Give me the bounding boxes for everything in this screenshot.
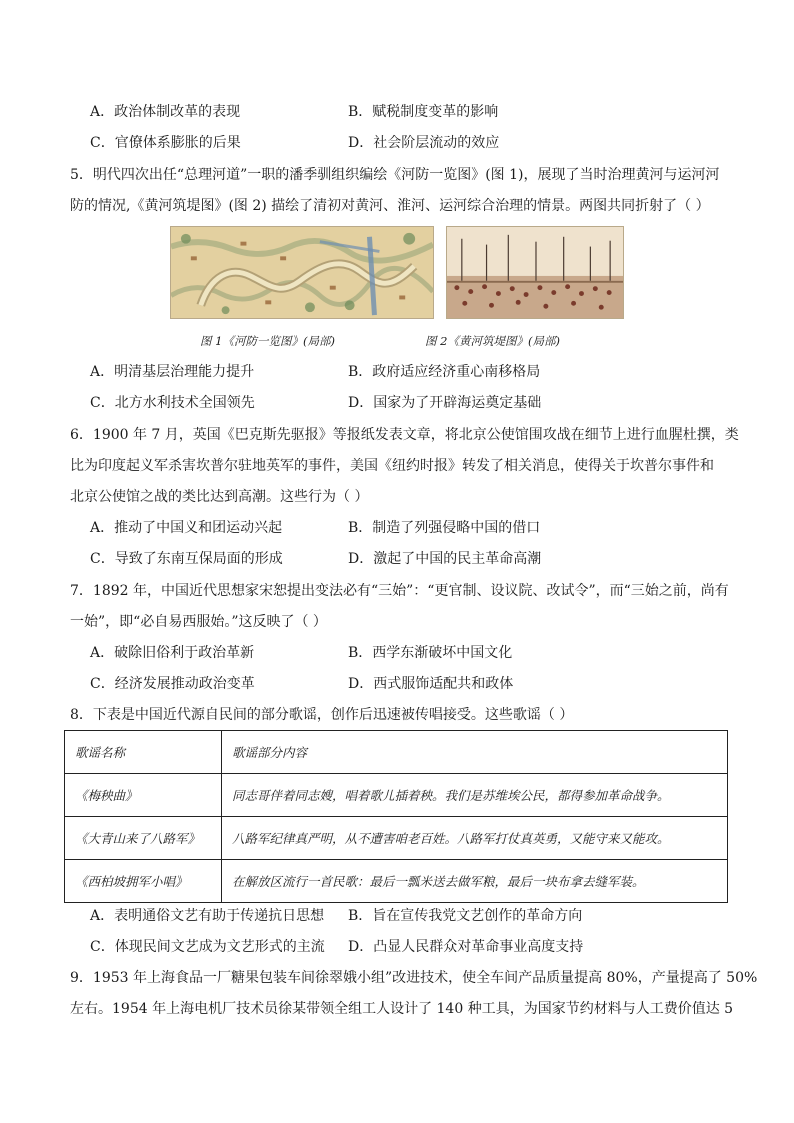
q4-option-a[interactable]: A．政治体制改革的表现: [90, 104, 241, 120]
q4-options-row-1: [90, 101, 730, 123]
q9-stem-line-1: 9．1953 年上海食品一厂糖果包装车间徐翠娥小组”改进技术，使全车间产品质量提高 80%，产量提高了 50%: [70, 970, 758, 986]
q7-option-c[interactable]: C．经济发展推动政治变革: [90, 676, 255, 692]
q5-option-d[interactable]: D．国家为了开辟海运奠定基础: [348, 395, 542, 411]
q5-figures: [170, 226, 625, 321]
q7-stem-line-2: 一始”，即“必自易西服始。”这反映了（ ）: [70, 614, 327, 630]
q5-option-b[interactable]: B．政府适应经济重心南移格局: [348, 364, 541, 380]
song-content-cell: 在解放区流行一首民歌：最后一瓢米送去做军粮，最后一块布拿去缝军装。: [222, 860, 728, 903]
q5-options-row-2: [90, 392, 730, 414]
figure-2-dike-building: [446, 226, 624, 319]
q5-stem-line-2: 防的情况,《黄河筑堤图》(图 2) 描绘了清初对黄河、淮河、运河综合治理的情景。两图共同折射了（ ）: [70, 198, 710, 214]
q9-stem-line-2: 左右。1954 年上海电机厂技术员徐某带领全组工人设计了 140 种工具，为国家节约材料与人工费价值达 5: [70, 1001, 734, 1017]
q8-option-c[interactable]: C．体现民间文艺成为文艺形式的主流: [90, 939, 325, 955]
q4-option-d[interactable]: D．社会阶层流动的效应: [348, 135, 500, 151]
table-header-song-name: 歌谣名称: [65, 731, 222, 774]
figure-2-caption: 图 2《黄河筑堤图》(局部): [425, 334, 560, 348]
q7-option-d[interactable]: D．西式服饰适配共和政体: [348, 676, 514, 692]
q6-option-a[interactable]: A．推动了中国义和团运动兴起: [90, 520, 283, 536]
q8-option-d[interactable]: D．凸显人民群众对革命事业高度支持: [348, 939, 584, 955]
song-content-cell: 八路军纪律真严明，从不遭害咱老百姓。八路军打仗真英勇，又能守来又能攻。: [222, 817, 728, 860]
q6-option-d[interactable]: D．激起了中国的民主革命高潮: [348, 551, 542, 567]
q4-options-row-2: [90, 132, 730, 154]
q5-option-a[interactable]: A．明清基层治理能力提升: [90, 364, 255, 380]
q7-option-a[interactable]: A．破除旧俗利于政治革新: [90, 645, 255, 661]
q7-stem-line-1: 7．1892 年，中国近代思想家宋恕提出变法必有“三始”：“更官制、设议院、改试令”，而“三始之前，尚有: [70, 583, 729, 599]
q8-options-row-1: [90, 905, 730, 927]
table-row: [65, 817, 728, 860]
q5-option-c[interactable]: C．北方水利技术全国领先: [90, 395, 255, 411]
q6-option-c[interactable]: C．导致了东南互保局面的形成: [90, 551, 283, 567]
songs-table: [64, 730, 728, 903]
figure-1-river-map: [170, 226, 434, 319]
q6-options-row-1: [90, 517, 730, 539]
q8-option-a[interactable]: A．表明通俗文艺有助于传递抗日思想: [90, 908, 325, 924]
song-name-cell: 《梅秧曲》: [65, 774, 222, 817]
q6-stem-line-2: 比为印度起义军杀害坎普尔驻地英军的事件，美国《纽约时报》转发了相关消息，使得关于坎普尔事件和: [70, 458, 714, 474]
song-content-cell: 同志哥伴着同志嫂，唱着歌儿插着秧。我们是苏维埃公民，都得参加革命战争。: [222, 774, 728, 817]
q5-stem-line-1: 5．明代四次出任“总理河道”一职的潘季驯组织编绘《河防一览图》(图 1)，展现了当时治理黄河与运河河: [70, 167, 720, 183]
q7-options-row-2: [90, 673, 730, 695]
q4-option-c[interactable]: C．官僚体系膨胀的后果: [90, 135, 241, 151]
q8-stem-line-1: 8．下表是中国近代源自民间的部分歌谣，创作后迅速被传唱接受。这些歌谣（ ）: [70, 707, 574, 723]
q8-options-row-2: [90, 936, 730, 958]
q7-option-b[interactable]: B．西学东渐破坏中国文化: [348, 645, 513, 661]
q6-option-b[interactable]: B．制造了列强侵略中国的借口: [348, 520, 541, 536]
q6-options-row-2: [90, 548, 730, 570]
song-name-cell: 《大青山来了八路军》: [65, 817, 222, 860]
q4-option-b[interactable]: B．赋税制度变革的影响: [348, 104, 499, 120]
song-name-cell: 《西柏坡拥军小唱》: [65, 860, 222, 903]
figure-1-caption: 图 1《河防一览图》(局部): [200, 334, 335, 348]
table-header-song-content: 歌谣部分内容: [222, 731, 728, 774]
table-row: [65, 860, 728, 903]
q6-stem-line-3: 北京公使馆之战的类比达到高潮。这些行为（ ）: [70, 489, 369, 505]
q7-options-row-1: [90, 642, 730, 664]
q6-stem-line-1: 6．1900 年 7 月，英国《巴克斯先驱报》等报纸发表文章，将北京公使馆围攻战在细节上进行血腥杜撰，类: [70, 427, 739, 443]
table-row: [65, 774, 728, 817]
q5-options-row-1: [90, 361, 730, 383]
q8-option-b[interactable]: B．旨在宣传我党文艺创作的革命方向: [348, 908, 583, 924]
table-header-row: [65, 731, 728, 774]
